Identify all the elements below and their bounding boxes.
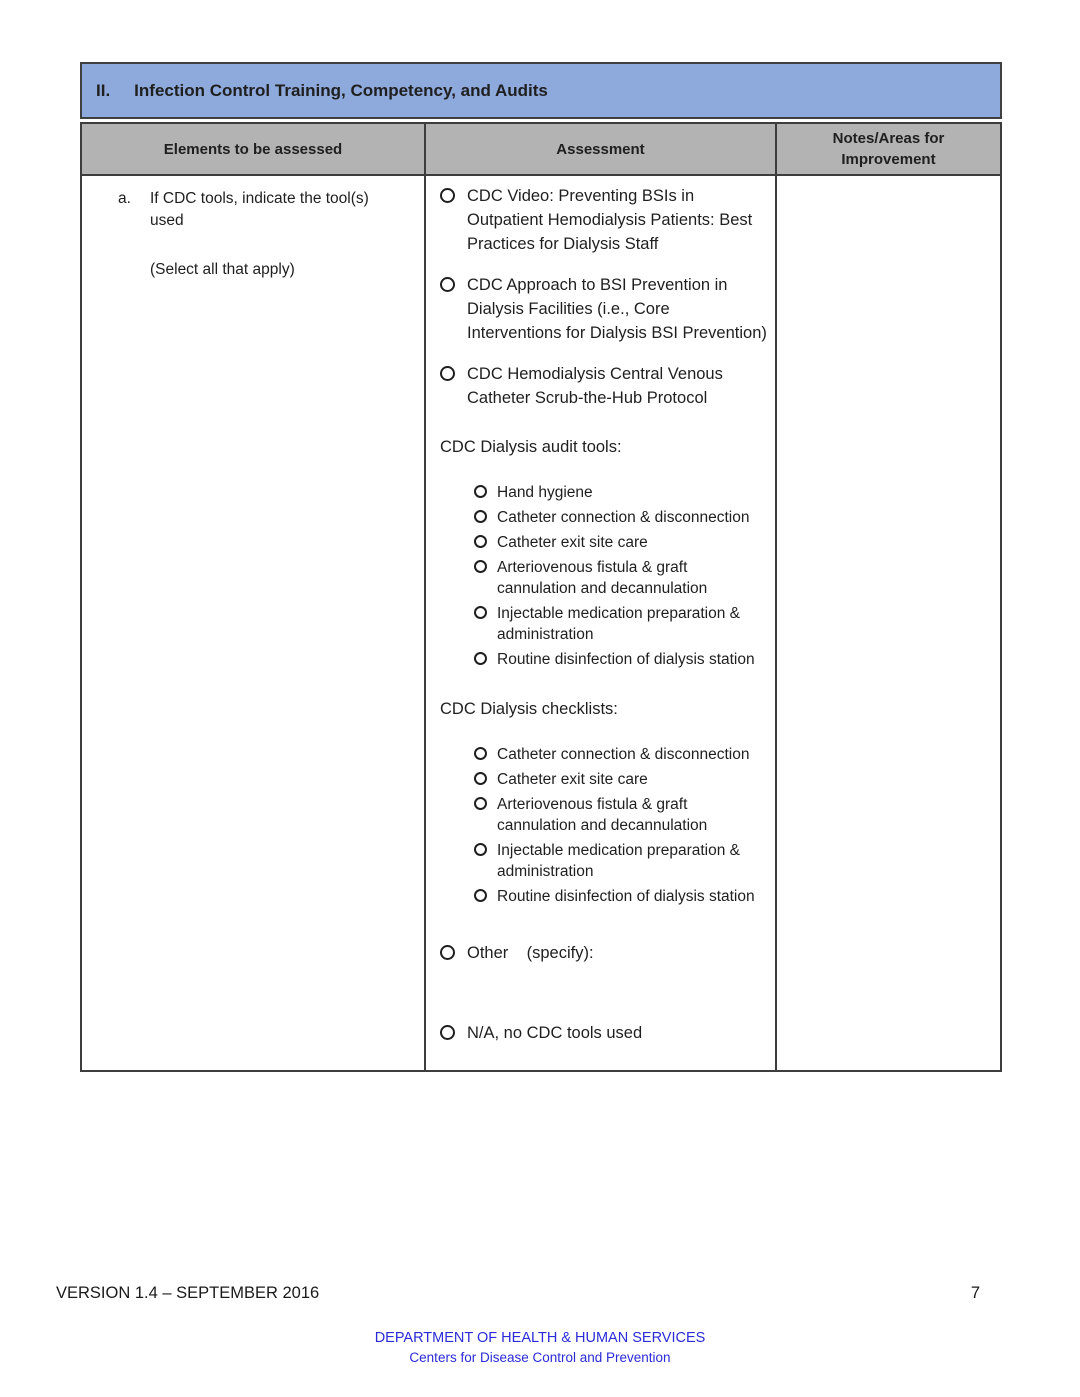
radio-button-icon[interactable] bbox=[474, 889, 487, 902]
item-letter: a. bbox=[118, 190, 131, 207]
radio-button-icon[interactable] bbox=[474, 606, 487, 619]
radio-button-icon[interactable] bbox=[474, 843, 487, 856]
option-audit-av-fistula[interactable]: Arteriovenous fistula & graft cannulation and decannulation bbox=[474, 557, 767, 599]
option-audit-injectable-medication[interactable]: Injectable medication preparation & administration bbox=[474, 603, 767, 645]
department-name: DEPARTMENT OF HEALTH & HUMAN SERVICES bbox=[374, 1330, 706, 1346]
option-hand-hygiene[interactable]: Hand hygiene bbox=[474, 482, 767, 503]
radio-button-icon[interactable] bbox=[440, 945, 455, 960]
radio-button-icon[interactable] bbox=[440, 1025, 455, 1040]
page-content bbox=[80, 62, 1002, 1072]
page-footer bbox=[56, 1284, 980, 1303]
audit-tools-group-label: CDC Dialysis audit tools: bbox=[440, 438, 622, 456]
agency-name: Centers for Disease Control and Prevention bbox=[409, 1350, 671, 1365]
radio-button-icon[interactable] bbox=[440, 277, 455, 292]
radio-button-icon[interactable] bbox=[440, 366, 455, 381]
page-number: 7 bbox=[970, 1284, 980, 1302]
option-cdc-approach[interactable]: CDC Approach to BSI Prevention in Dialysis Facilities (i.e., Core Interventions for Dialysis BSI Prevention) bbox=[440, 273, 767, 345]
radio-button-icon[interactable] bbox=[474, 560, 487, 573]
option-cdc-scrub-the-hub[interactable]: CDC Hemodialysis Central Venous Catheter Scrub-the-Hub Protocol bbox=[440, 362, 767, 410]
assessment-table bbox=[80, 122, 1002, 1072]
option-audit-routine-disinfection[interactable]: Routine disinfection of dialysis station bbox=[474, 649, 767, 670]
item-line bbox=[118, 188, 406, 233]
notes-cell[interactable] bbox=[777, 176, 1000, 1070]
radio-button-icon[interactable] bbox=[474, 485, 487, 498]
select-all-note: (Select all that apply) bbox=[150, 260, 295, 278]
radio-button-icon[interactable] bbox=[474, 652, 487, 665]
header-elements-to-be-assessed: Elements to be assessed bbox=[82, 124, 426, 174]
option-cdc-video[interactable]: CDC Video: Preventing BSIs in Outpatient Hemodialysis Patients: Best Practices for Dialysis Staff bbox=[440, 184, 767, 256]
elements-cell bbox=[82, 176, 426, 1070]
option-na-no-cdc-tools[interactable]: N/A, no CDC tools used bbox=[440, 1021, 767, 1045]
option-other-specify[interactable]: Other (specify): bbox=[440, 941, 767, 965]
radio-button-icon[interactable] bbox=[474, 747, 487, 760]
option-audit-catheter-exit-site[interactable]: Catheter exit site care bbox=[474, 532, 767, 553]
checklists-group-label: CDC Dialysis checklists: bbox=[440, 700, 618, 718]
section-title: Infection Control Training, Competency, and Audits bbox=[134, 80, 548, 100]
radio-button-icon[interactable] bbox=[474, 510, 487, 523]
option-checklist-routine-disinfection[interactable]: Routine disinfection of dialysis station bbox=[474, 886, 767, 907]
radio-button-icon[interactable] bbox=[440, 188, 455, 203]
option-checklist-injectable-medication[interactable]: Injectable medication preparation & administration bbox=[474, 840, 767, 882]
item-text: If CDC tools, indicate the tool(s) used bbox=[150, 190, 369, 230]
assessment-cell bbox=[426, 176, 777, 1070]
radio-button-icon[interactable] bbox=[474, 535, 487, 548]
header-assessment: Assessment bbox=[426, 124, 777, 174]
table-header-row bbox=[82, 124, 1000, 176]
option-checklist-catheter-connection[interactable]: Catheter connection & disconnection bbox=[474, 744, 767, 765]
version-label: VERSION 1.4 – SEPTEMBER 2016 bbox=[56, 1284, 320, 1302]
option-audit-catheter-connection[interactable]: Catheter connection & disconnection bbox=[474, 507, 767, 528]
option-checklist-catheter-exit-site[interactable]: Catheter exit site care bbox=[474, 769, 767, 790]
table-body-row bbox=[82, 176, 1000, 1070]
header-notes-areas: Notes/Areas for Improvement bbox=[832, 130, 945, 168]
radio-button-icon[interactable] bbox=[474, 797, 487, 810]
section-header-bar bbox=[80, 62, 1002, 119]
agency-footer bbox=[0, 1330, 1080, 1365]
section-number: II. bbox=[96, 80, 111, 100]
option-checklist-av-fistula[interactable]: Arteriovenous fistula & graft cannulation and decannulation bbox=[474, 794, 767, 836]
radio-button-icon[interactable] bbox=[474, 772, 487, 785]
